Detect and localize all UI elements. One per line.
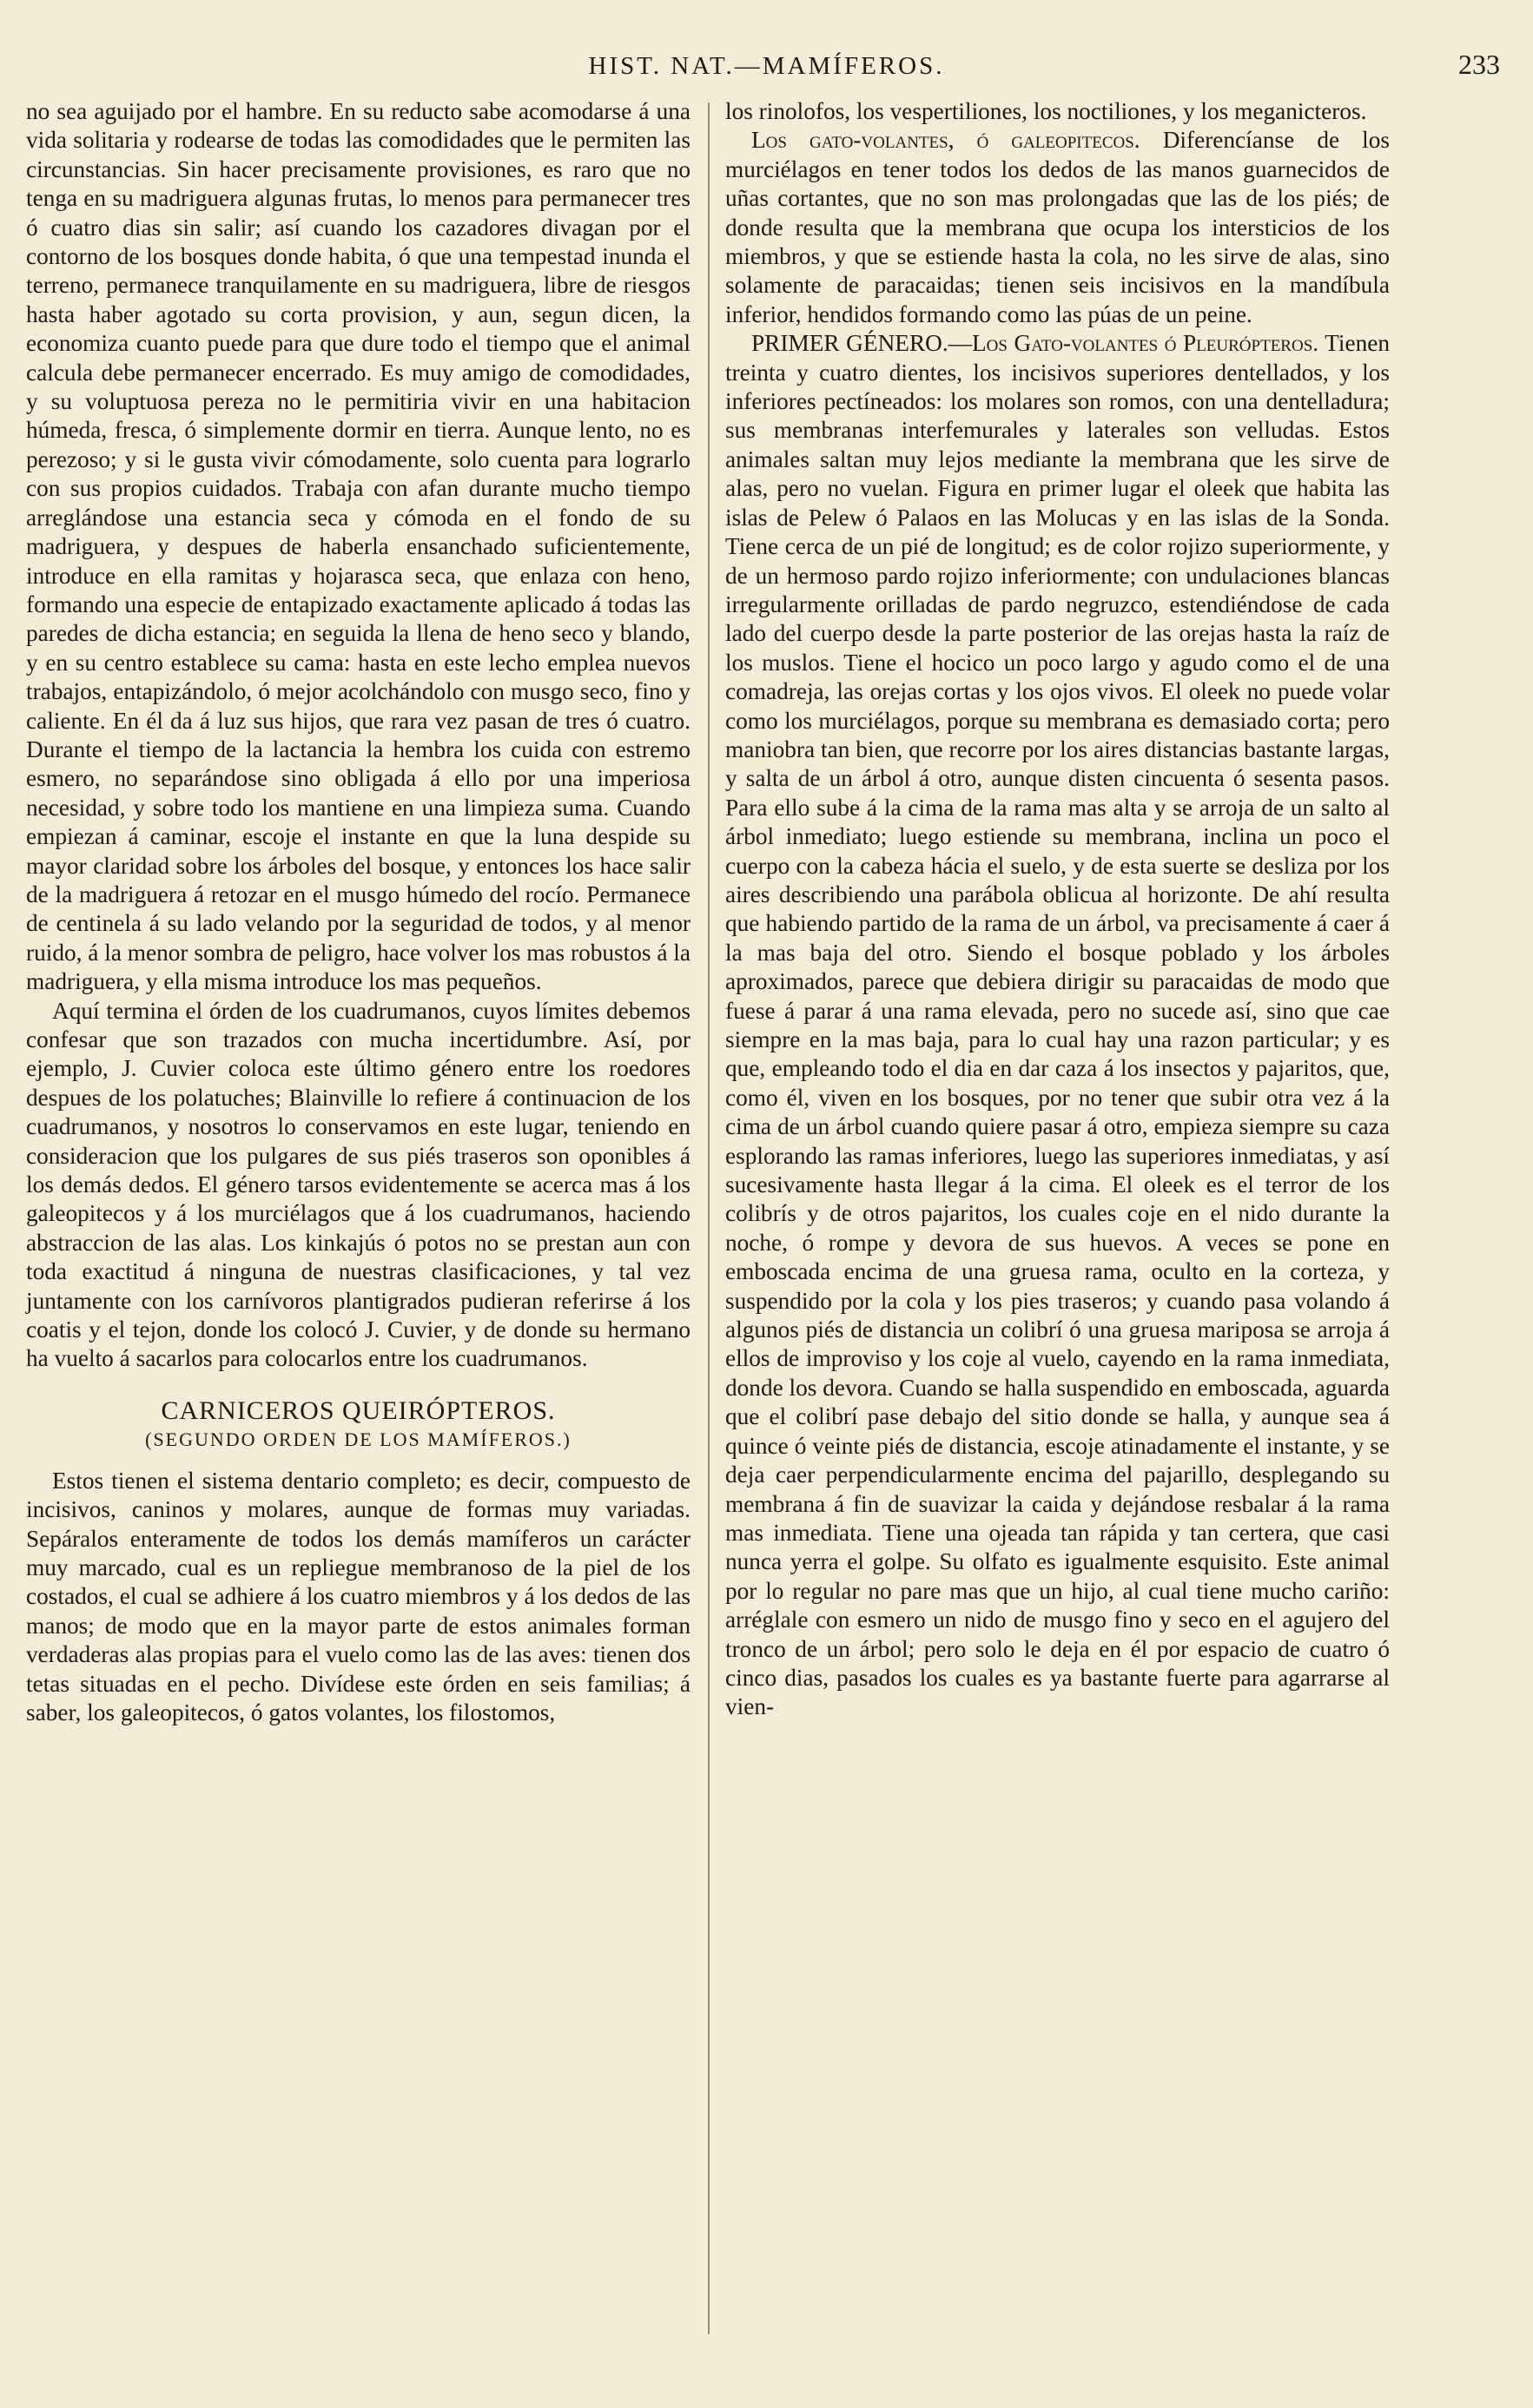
left-column bbox=[26, 97, 691, 1727]
paragraph: Aquí termina el órden de los cuadrumanos, cuyos límites debemos confesar que son trazados con mucha incertidumbre. Así, por ejemplo, J. Cuvier coloca este último género entre los roedores despues de los polatuches; Blainville lo refiere á continuacion de los cuadrumanos, y nosotros lo conservamos en este lugar, teniendo en consideracion que los pulgares de sus piés traseros son oponibles á los demás dedos. El género tarsos evidentemente se acerca mas á los galeopitecos y á los murciélagos que á los cuadrumanos, haciendo abstraccion de las alas. Los kinkajús ó potos no se prestan aun con toda exactitud á ninguna de nuestras clasificaciones, y tal vez juntamente con los carnívoros plantigrados pudieran referirse á los coatis y el tejon, donde los colocó J. Cuvier, y de donde su hermano ha vuelto á sacarlos para colocarlos entre los cuadrumanos. bbox=[26, 997, 691, 1372]
page-number: 233 bbox=[1458, 49, 1500, 80]
section-subtitle: (SEGUNDO ORDEN DE LOS MAMÍFEROS.) bbox=[145, 1428, 572, 1451]
paragraph-body: Diferencíanse de los murciélagos en tener todos los dedos de las manos guarnecidos de uñas cortantes, que no son mas prolongadas que las de los piés; de donde resulta que la membrana que ocupa los intersticios de los miembros, y que se estiende hasta la cola, no les sirve de alas, sino solamente de paracaidas; tienen seis incisivos en la mandíbula inferior, hendidos formando como las púas de un peine. bbox=[725, 127, 1390, 327]
running-title: HIST. NAT.—MAMÍFEROS. bbox=[588, 52, 945, 80]
paragraph-lead: Los gato-volantes, ó galeopitecos. bbox=[751, 127, 1140, 154]
paragraph bbox=[725, 126, 1390, 329]
paragraph-lead: PRIMER GÉNERO.—Los Gato-volantes ó Pleurópteros. bbox=[751, 330, 1319, 357]
right-column bbox=[725, 97, 1390, 1722]
column-divider bbox=[708, 102, 710, 2334]
paragraph: los rinolofos, los vespertiliones, los noctiliones, y los meganicteros. bbox=[725, 98, 1367, 124]
section-title: CARNICEROS QUEIRÓPTEROS. bbox=[161, 1395, 556, 1425]
paragraph: Estos tienen el sistema dentario completo; es decir, compuesto de incisivos, caninos y molares, aunque de formas muy variadas. Sepáralos enteramente de todos los demás mamíferos un carácter muy marcado, cual es un repliegue membranoso de la piel de los costados, el cual se adhiere á los cuatro miembros y á los dedos de las manos; de modo que en la mayor parte de estos animales forman verdaderas alas propias para el vuelo como las de las aves: tienen dos tetas situadas en el pecho. Divídese este órden en seis familias; á saber, los galeopitecos, ó gatos volantes, los filostomos, bbox=[26, 1467, 691, 1725]
paragraph-body: Tienen treinta y cuatro dientes, los incisivos superiores dentellados, y los inferiores pectíneados: los molares son romos, con una dentelladura; sus membranas interfemurales y laterales son velludas. Estos animales saltan muy lejos mediante la membrana que les sirve de alas, pero no vuelan. Figura en primer lugar el oleek que habita las islas de Pelew ó Palaos en las Molucas y en las islas de la Sonda. Tiene cerca de un pié de longitud; es de color rojizo superiormente, y de un hermoso pardo rojizo inferiormente; con undulaciones blancas irregularmente orilladas de pardo negruzco, estendiéndose de cada lado del cuerpo desde la parte posterior de las orejas hasta la raíz de los muslos. Tiene el hocico un poco largo y agudo como el de una comadreja, las orejas cortas y los ojos vivos. El oleek no puede volar como los murciélagos, porque su membrana es demasiado corta; pero maniobra tan bien, que recorre por los aires distancias bastante largas, y salta de un árbol á otro, aunque disten cincuenta ó sesenta pasos. Para ello sube á la cima de la rama mas alta y se arroja de un salto al árbol inmediato; luego estiende su membrana, inclina un poco el cuerpo con la cabeza hácia el suelo, y de esta suerte se desliza por los aires describiendo una parábola oblicua al horizonte. De ahí resulta que habiendo partido de la rama de un árbol, va precisamente á caer á la mas baja del otro. Siendo el bosque poblado y los árboles aproximados, parece que debiera dirigir su paracaidas de modo que fuese á parar á una rama elevada, pero no sucede así, sino que cae siempre en la mas baja, para lo cual hay una razon particular; y es que, empleando todo el dia en dar caza á los insectos y pajaritos, que, como él, viven en los bosques, por no tener que subir otra vez á la cima de un árbol cuando quiere pasar á otro, empieza siempre su caza esplorando las ramas inferiores, luego las superiores inmediatas, y así sucesivamente hasta llegar á la cima. El oleek es el terror de los colibrís y de otros pajaritos, los cuales coje en el nido durante la noche, ó rompe y devora de sus huevos. A veces se pone en emboscada encima de una gruesa rama, oculto en la corteza, y suspendido por la cola y los pies traseros; y cuando pasa volando á algunos piés de distancia un colibrí ó una gruesa mariposa se arroja á ellos de improviso y los coje al vuelo, cayendo en la rama inmediata, donde los devora. Cuando se halla suspendido en emboscada, aguarda que el colibrí pase debajo del sitio donde se halla, y aunque sea á quince ó veinte piés de distancia, escoje atinadamente el instante, y se deja caer perpendicularmente encima del pajarillo, desplegando su membrana á fin de suavizar la caida y dejándose resbalar á la rama mas inmediata. Tiene una ojeada tan rápida y tan certera, que casi nunca yerra el golpe. Su olfato es igualmente esquisito. Este animal por lo regular no pare mas que un hijo, al cual tiene mucho cariño: arréglale con esmero un nido de musgo fino y seco en el agujero del tronco de un árbol; pero solo le deja en él por espacio de cuatro ó cinco dias, pasados los cuales es ya bastante fuerte para agarrarse al vien- bbox=[725, 330, 1390, 1720]
paragraph bbox=[725, 329, 1390, 1722]
paragraph: no sea aguijado por el hambre. En su reducto sabe acomodarse á una vida solitaria y rodearse de todas las comodidades que le permiten las circunstancias. Sin hacer precisamente provisiones, es raro que no tenga en su madriguera algunas frutas, lo menos para permanecer tres ó cuatro dias sin salir; así cuando los cazadores divagan por el contorno de los bosques donde habita, ó que una tempestad inunda el terreno, permanece tranquilamente en su madriguera, libre de riesgos hasta haber agotado su corta provision, y aun, segun dicen, la economiza cuanto puede para que dure todo el tiempo que el animal calcula debe permanecer encerrado. Es muy amigo de comodidades, y su voluptuosa pereza no le permitiria vivir en una habitacion húmeda, fresca, ó simplemente dormir en tierra. Aunque lento, no es perezoso; y si le gusta vivir cómodamente, solo cuenta para lograrlo con sus propios cuidados. Trabaja con afan durante mucho tiempo arreglándose una estancia seca y cómoda en el fondo de su madriguera, y despues de haberla ensanchado suficientemente, introduce en ella ramitas y hojarasca seca, que enlaza con heno, formando una especie de entapizado exactamente aplicado á todas las paredes de dicha estancia; en seguida la llena de heno seco y blando, y en su centro establece su cama: hasta en este lecho emplea nuevos trabajos, entapizándolo, ó mejor acolchándolo con musgo seco, fino y caliente. En él da á luz sus hijos, que rara vez pasan de tres ó cuatro. Durante el tiempo de la lactancia la hembra los cuida con estremo esmero, no separándose sino obligada á ello por una imperiosa necesidad, y sobre todo los mantiene en una limpieza suma. Cuando empiezan á caminar, escoje el instante en que la luna despide su mayor claridad sobre los árboles del bosque, y entonces los hace salir de la madriguera á retozar en el musgo húmedo del rocío. Permanece de centinela á su lado velando por la seguridad de todos, y al menor ruido, á la menor sombra de peligro, hace volver los mas robustos á la madriguera, y ella misma introduce los mas pequeños. bbox=[26, 98, 691, 995]
page-header bbox=[26, 49, 1507, 92]
